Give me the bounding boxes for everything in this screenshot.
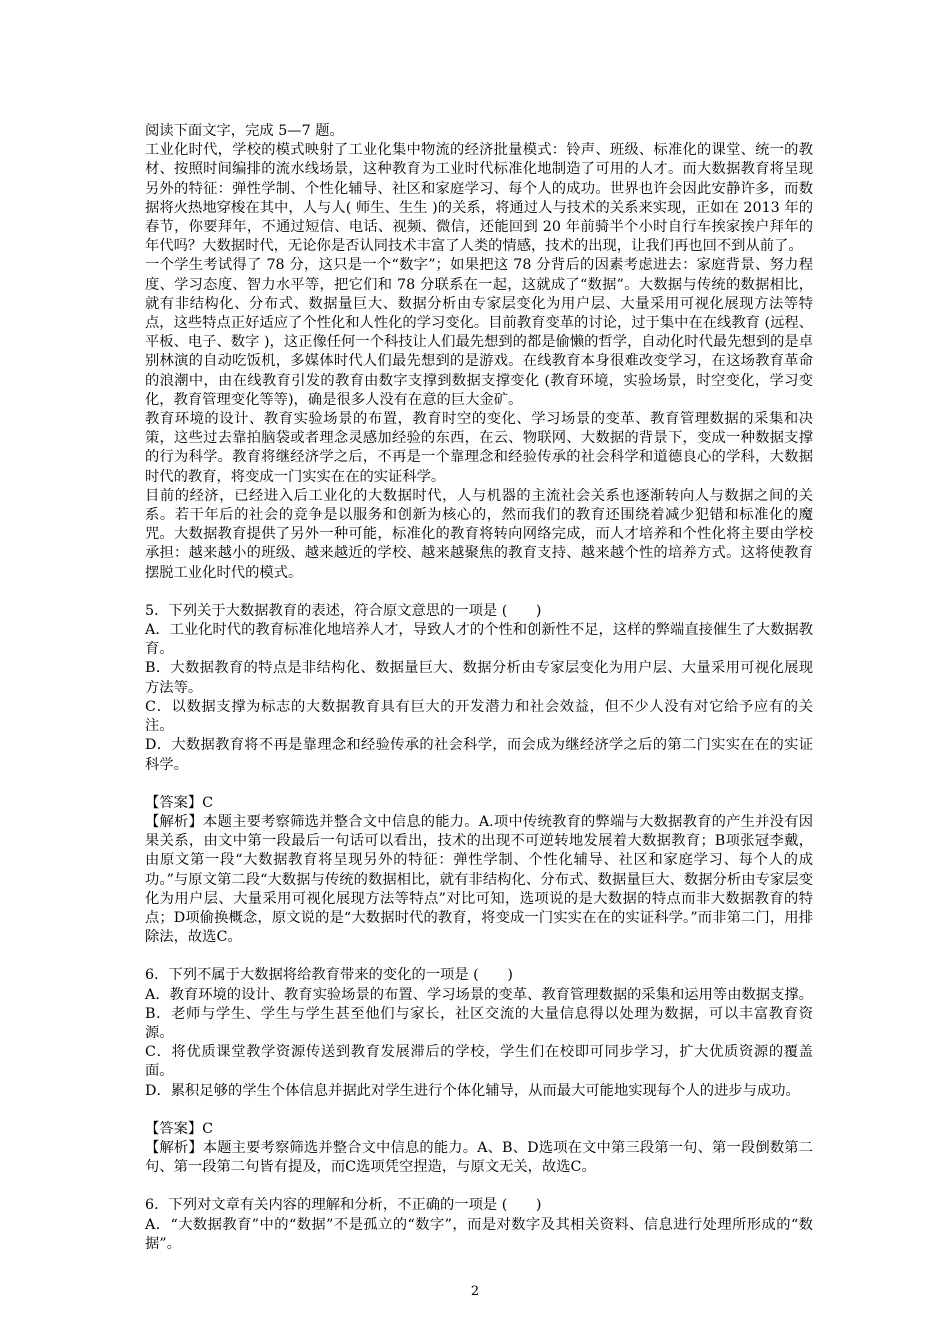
- page-content: [145, 122, 813, 1254]
- passage-paragraph-4: 目前的经济，已经进入后工业化的大数据时代，人与机器的主流社会关系也逐渐转向人与数据之间的关系。若干年后的社会的竞争是以服务和创新为核心的，然而我们的教育还围绕着减少犯错和标准化的魔咒。大数据教育提供了另外一种可能，标准化的教育将转向网络完成，而人才培养和个性化将主要由学校承担：越来越小的班级、越来越近的学校、越来越聚焦的教育支持、越来越个性的培养方式。这将使教育摆脱工业化时代的模式。: [145, 487, 813, 581]
- question-6-stem: 6．下列不属于大数据将给教育带来的变化的一项是 ( ): [145, 967, 513, 984]
- question-5-analysis: 【解析】本题主要考察筛选并整合文中信息的能力。A.项中传统教育的弊端与大数据教育的产生并没有因果关系，由文中第一段最后一句话可以看出，技术的出现不可逆转地发展着大数据教育；B项张冠李戴，由原文第一段“大数据教育将呈现另外的特征：弹性学制、个性化辅导、社区和家庭学习、每个人的成功。”与原文第二段“大数据与传统的数据相比，就有非结构化、分布式、数据量巨大、数据分析由专家层变化为用户层、大量采用可视化展现方法等特点”对比可知，选项说的是大数据的特点而非大数据教育的特点；D项偷换概念，原文说的是“大数据时代的教育，将变成一门实实在在的实证科学。”而非第二门，用排除法，故选C。: [145, 813, 813, 946]
- passage-paragraph-2: 一个学生考试得了 78 分，这只是一个“数字”；如果把这 78 分背后的因素考虑进去：家庭背景、努力程度、学习态度、智力水平等，把它们和 78 分联系在一起，这就成了“数据”。大数据与传统的数据相比，就有非结构化、分布式、数据量巨大、数据分析由专家层变化为用户层、大量采用可视化展现方法等特点，这些特点正好适应了个性化和人性化的学习变化。目前教育变革的讨论，过于集中在在线教育 (远程、平板、电子、数字 )，这正像任何一个科技让人们最先想到的都是偷懒的哲学，自动化时代最先想到的是卓别林演的自动吃饭机，多媒体时代人们最先想到的是游戏。在线教育本身很难改变学习，在这场教育革命的浪潮中，由在线教育引发的教育由数字支撑到数据支撑变化 (教育环境，实验场景，时空变化，学习变化，教育管理变化等等)，确是很多人没有在意的巨大金矿。: [145, 257, 813, 408]
- question-5-option-d: D．大数据教育将不再是靠理念和经验传承的社会科学，而会成为继经济学之后的第二门实实在在的实证科学。: [145, 737, 813, 773]
- spacer: [145, 775, 813, 794]
- reading-instruction: 阅读下面文字，完成 5—7 题。: [145, 123, 344, 139]
- question-6-option-a: A．教育环境的设计、教育实验场景的布置、学习场景的变革、教育管理数据的采集和运用等由数据支撑。: [145, 986, 813, 1003]
- question-7-stem: 6．下列对文章有关内容的理解和分析，不正确的一项是 ( ): [145, 1197, 542, 1214]
- question-6-option-d: D．累积足够的学生个体信息并据此对学生进行个体化辅导，从而最大可能地实现每个人的进步与成功。: [145, 1082, 800, 1099]
- question-5-option-a: A．工业化时代的教育标准化地培养人才，导致人才的个性和创新性不足，这样的弊端直接催生了大数据教育。: [145, 622, 813, 658]
- spacer: [145, 1101, 813, 1120]
- question-6-analysis: 【解析】本题主要考察筛选并整合文中信息的能力。A、B、D选项在文中第三段第一句、第一段倒数第二句、第一段第二句皆有提及，而C选项凭空捏造，与原文无关，故选C。: [145, 1139, 813, 1176]
- question-6-option-b: B．老师与学生、学生与学生甚至他们与家长，社区交流的大量信息得以处理为数据，可以丰富教育资源。: [145, 1005, 813, 1041]
- spacer: [145, 583, 813, 602]
- question-5-stem: 5．下列关于大数据教育的表述，符合原文意思的一项是 ( ): [145, 602, 542, 619]
- question-6-answer: 【答案】C: [145, 1120, 214, 1137]
- spacer: [145, 1177, 813, 1196]
- question-5-answer: 【答案】C: [145, 794, 214, 811]
- page-number: 2: [470, 1284, 480, 1299]
- passage-paragraph-3: 教育环境的设计、教育实验场景的布置，教育时空的变化、学习场景的变革、教育管理数据的采集和决策，这些过去靠拍脑袋或者理念灵感加经验的东西，在云、物联网、大数据的背景下，变成一种数据支撑的行为科学。教育将继经济学之后，不再是一个靠理念和经验传承的社会科学和道德良心的学科，大数据时代的教育，将变成一门实实在在的实证科学。: [145, 411, 813, 485]
- question-5-option-b: B．大数据教育的特点是非结构化、数据量巨大、数据分析由专家层变化为用户层、大量采用可视化展现方法等。: [145, 660, 813, 696]
- passage-paragraph-1: 工业化时代，学校的模式映射了工业化集中物流的经济批量模式：铃声、班级、标准化的课堂、统一的教材、按照时间编排的流水线场景，这种教育为工业时代标准化地制造了可用的人才。而大数据教育将呈现另外的特征：弹性学制、个性化辅导、社区和家庭学习、每个人的成功。世界也许会因此安静许多，而数据将火热地穿梭在其中，人与人( 师生、生生 )的关系，将通过人与技术的关系来实现，正如在 2013 年的春节，你要拜年，不通过短信、电话、视频、微信，还能回到 20 年前骑半个小时自行车挨家挨户拜年的年代吗？大数据时代，无论你是否认同技术丰富了人类的情感，技术的出现，让我们再也回不到从前了。: [145, 142, 813, 255]
- question-5-option-c: C．以数据支撑为标志的大数据教育具有巨大的开发潜力和社会效益，但不少人没有对它给予应有的关注。: [145, 698, 813, 735]
- spacer: [145, 947, 813, 966]
- question-6-option-c: C．将优质课堂教学资源传送到教育发展滞后的学校，学生们在校即可同步学习，扩大优质资源的覆盖面。: [145, 1044, 813, 1080]
- question-7-option-a: A．“大数据教育”中的“数据”不是孤立的“数字”，而是对数字及其相关资料、信息进行处理所形成的“数据”。: [145, 1216, 813, 1252]
